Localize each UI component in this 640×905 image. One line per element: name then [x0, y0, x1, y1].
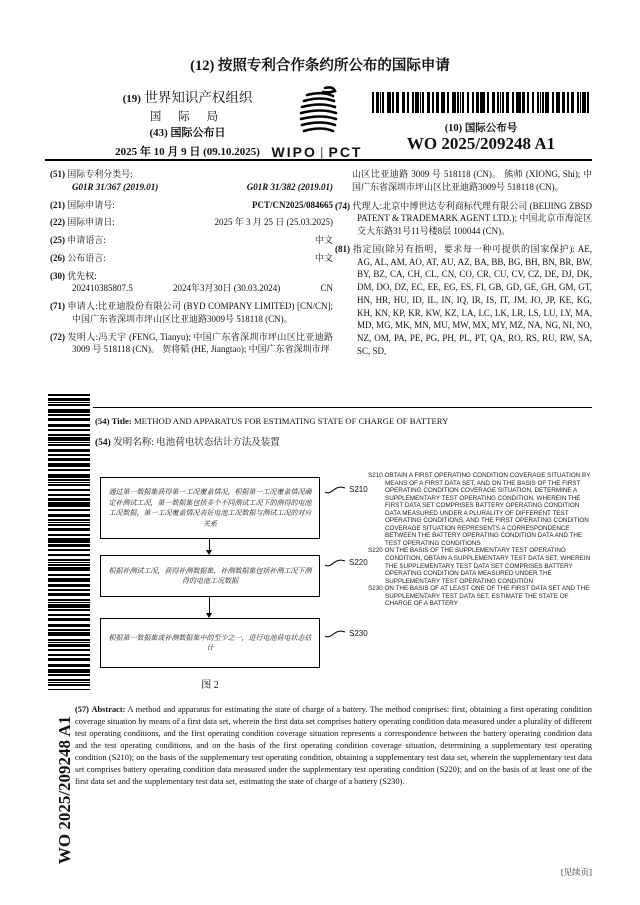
field-agent: (74) 代理人:北京中博世达专利商标代理有限公司 (BEIJING ZBSD PATENT & TRADEMARK AGENT LTD.); 中国北京市海淀区交大东路31号11号楼8层 100044 (CN)。: [335, 200, 592, 237]
step-label-s210: S210: [325, 483, 368, 495]
publication-number: WO 2025/209248 A1: [406, 134, 556, 153]
field-filing-date: (22) 国际申请日: 2025 年 3 月 25 日 (25.03.2025): [50, 217, 333, 228]
connector-squiggle-icon: [325, 483, 347, 495]
organization-bureau: 国 际 局: [149, 111, 226, 123]
field-applicant: (71) 申请人:比亚迪股份有限公司 (BYD COMPANY LIMITED) [CN/CN]; 中国广东省深圳市坪山区比亚迪路3009号 518118 (CN)。: [50, 301, 333, 324]
organization-name: (19) 世界知识产权组织: [122, 90, 253, 105]
publication-date-value: 2025 年 10 月 9 日 (09.10.2025): [115, 146, 260, 158]
filing-language: 中文: [314, 235, 333, 246]
english-step-s210: S210 OBTAIN A FIRST OPERATING CONDITION COVERAGE SITUATION BY MEANS OF A FIRST DATA SET, AND ON THE BASIS OF THE FIRST OPERATING CONDITION COVERAGE SITUATION, DETERMINE A SUPPLEMENTARY TEST OPERATING CONDITION, WHEREIN THE FIRST DATA SET COMPRISES BATTERY OPERATING CONDITION DATA MEASURED UNDER A PLURALITY OF DIFFERENT TEST OPERATING CONDITIONS, AND THE FIRST OPERATING CONDITION COVERAGE SITUATION REPRESENTS A CORRESPONDENCE BETWEEN THE BATTERY OPERATING CONDITION DATA AND THE TEST OPERATING CONDITIONS: [368, 472, 591, 547]
ipc-codes: G01R 31/367 (2019.01) G01R 31/382 (2019.01): [72, 181, 333, 192]
biblio-right-column: [335, 168, 592, 363]
wipo-globe-icon: [281, 84, 353, 138]
publication-date-block: [95, 124, 280, 159]
connector-squiggle-icon: [325, 556, 347, 568]
title-chinese: (54) 发明名称: 电池荷电状态估计方法及装置: [95, 438, 280, 448]
field-application-number: (21) 国际申请号: PCT/CN2025/084665: [50, 199, 333, 210]
field-ipc: (51) 国际专利分类号: G01R 31/367 (2019.01) G01R 31/382 (2019.01): [50, 169, 333, 192]
flowchart-box-s230: 根据第一数据集或补测数据集中的至少之一，进行电池荷电状态估计: [100, 618, 320, 668]
priority-data: 202410385807.5 2024年3月30日 (30.03.2024) CN: [72, 283, 333, 294]
abstract-section: (57) Abstract: A method and apparatus for estimating the state of charge of a battery. The method comprises: first, obtaining a first operating condition coverage situation by means of a first data set, wherein the first data set comprises battery operating condition data measured under a plurality of different test operating conditions, and the first operating condition coverage situation represents a correspondence between the battery operating condition data and the test operating conditions, and on the basis of the first operating condition coverage situation, determining a supplementary test operating condition (S210); on the basis of the supplementary test operating condition, obtaining a supplementary test data set, wherein the supplementary test data set comprises battery operating condition data measured under the supplementary test operating condition (S220); and on the basis of at least one of the first data set and the supplementary test data set, estimating the state of charge of a battery (S230).: [75, 705, 592, 786]
step-label-s220: S220: [325, 556, 368, 568]
publication-date-title: (43) 国际公布日: [149, 127, 226, 139]
title-english: (54) Title: METHOD AND APPARATUS FOR ESTIMATING STATE OF CHARGE OF BATTERY: [95, 416, 449, 426]
sidebar-publication-number: WO 2025/209248 A1: [55, 715, 74, 865]
flowchart-box-s220: 根据补测试工况，获得补测数据集，补测数据集包括补测工况下测得的电池工况数据: [100, 555, 320, 597]
publication-type-line: (12) 按照专利合作条约所公布的国际申请: [190, 58, 450, 74]
biblio-left-column: [50, 168, 333, 361]
step-label-s230: S230: [325, 627, 368, 639]
wipo-logo: [262, 84, 372, 160]
designated-states-codes: AE, AG, AL, AM, AO, AT, AU, AZ, BA, BB, BG, BH, BN, BR, BW, BY, BZ, CA, CH, CL, CN, CO, CR, CU, CV, CZ, DE, DJ, DK, DM, DO, DZ, EC, EE, EG, ES, FI, GB, GD, GE, GH, GM, GT, HN, HR, HU, ID, IL, IN, IQ, IR, IS, IT, JM, JO, JP, KE, KG, KH, KN, KP, KR, KW, KZ, LA, LC, LK, LR, LS, LU, LY, MA, MD, MG, MK, MN, MU, MW, MX, MY, MZ, NA, NG, NI, NO, NZ, OM, PA, PE, PG, PH, PL, PT, QA, RO, RS, RU, RW, SA, SC, SD,: [357, 243, 592, 356]
publication-number-title: (10) 国际公布号: [444, 123, 518, 134]
filing-date: 2025 年 3 月 25 日 (25.03.2025): [214, 217, 333, 228]
wipo-pct-wordmark: WIPO | PCT: [271, 144, 363, 160]
header-divider: [45, 159, 592, 161]
connector-squiggle-icon: [325, 627, 347, 639]
issuing-organization: [95, 86, 280, 124]
english-steps-column: [368, 472, 592, 608]
vertical-barcode-icon: [48, 394, 90, 690]
flowchart-arrow-2: [209, 597, 210, 614]
english-step-s220: S220 ON THE BASIS OF THE SUPPLEMENTARY TEST OPERATING CONDITION, OBTAIN A SUPPLEMENTARY TEST DATA SET, WHEREIN THE SUPPLEMENTARY TEST DATA SET COMPRISES BATTERY OPERATING CONDITION DATA MEASURED UNDER THE SUPPLEMENTARY TEST OPERATING CONDITION: [368, 547, 591, 585]
field-publication-language: (26) 公布语言: 中文: [50, 252, 333, 263]
field-priority: (30) 优先权: 202410385807.5 2024年3月30日 (30.03.2024) CN: [50, 270, 333, 294]
field-designated-states: (81) 指定国(除另有指明，要求每一种可提供的国家保护): AE, AG, AL, AM, AO, AT, AU, AZ, BA, BB, BG, BH, BN, BR, BW, BY, BZ, CA, CH, CL, CN, CO, CR, CU, CV, CZ, DE, DJ, DK, DM, DO, DZ, EC, EE, EG, ES, FI, GB, GD, GE, GH, GM, GT, HN, HR, HU, ID, IL, IN, IQ, IR, IS, IT, JM, JO, JP, KE, KG, KH, KN, KP, KR, KW, KZ, LA, LC, LK, LR, LS, LU, LY, MA, MD, MG, MK, MN, MU, MW, MX, MY, MZ, NA, NG, NI, NO, NZ, OM, PA, PE, PG, PH, PL, PT, QA, RO, RS, RU, RW, SA, SC, SD,: [335, 243, 592, 356]
continuation-note: [见续页]: [560, 867, 592, 877]
title-divider: [93, 407, 592, 408]
english-step-s230: S230 ON THE BASIS OF AT LEAST ONE OF THE FIRST DATA SET AND THE SUPPLEMENTARY TEST DATA SET, ESTIMATE THE STATE OF CHARGE OF A BATTERY: [368, 585, 590, 608]
application-number: PCT/CN2025/084665: [252, 199, 333, 210]
abstract-text: A method and apparatus for estimating the state of charge of a battery. The method comprises: first, obtaining a first operating condition coverage situation by means of a first data set, wherein the first data set comprises battery operating condition data measured under a plurality of different test operating conditions, and the first operating condition coverage situation represents a correspondence between the battery operating condition data and the test operating conditions, and on the basis of the first operating condition coverage situation, determining a supplementary test operating condition (S210); on the basis of the supplementary test operating condition, obtaining a supplementary test data set, wherein the supplementary test data set comprises battery operating condition data measured under the supplementary test operating condition (S220); and on the basis of at least one of the first data set and the supplementary test data set, estimating the state of charge of a battery (S230).: [75, 705, 592, 786]
field-inventors: (72) 发明人:冯天宇 (FENG, Tianyu); 中国广东省深圳市坪山区比亚迪路 3009 号 518118 (CN)。 贺将韬 (HE, Jiangtao); 中国广东省深圳市坪: [50, 331, 334, 355]
barcode-icon: [372, 92, 590, 113]
publication-language: 中文: [314, 252, 333, 263]
inventors-continuation: 山区比亚迪路 3009 号 518118 (CN)。 熊师 (XIONG, Shi); 中国广东省深圳市坪山区比亚迪路3009号 518118 (CN)。: [352, 169, 592, 192]
flowchart-box-s210: 通过第一数据集获得第一工况覆盖情况，根据第一工况覆盖情况确定补测试工况，第一数据集包括多个不同测试工况下的测得的电池工况数据，第一工况覆盖情况表征电池工况数据与测试工况的对应关系: [100, 477, 320, 539]
field-filing-language: (25) 申请语言: 中文: [50, 235, 333, 246]
figure-caption: 图 2: [201, 680, 219, 691]
